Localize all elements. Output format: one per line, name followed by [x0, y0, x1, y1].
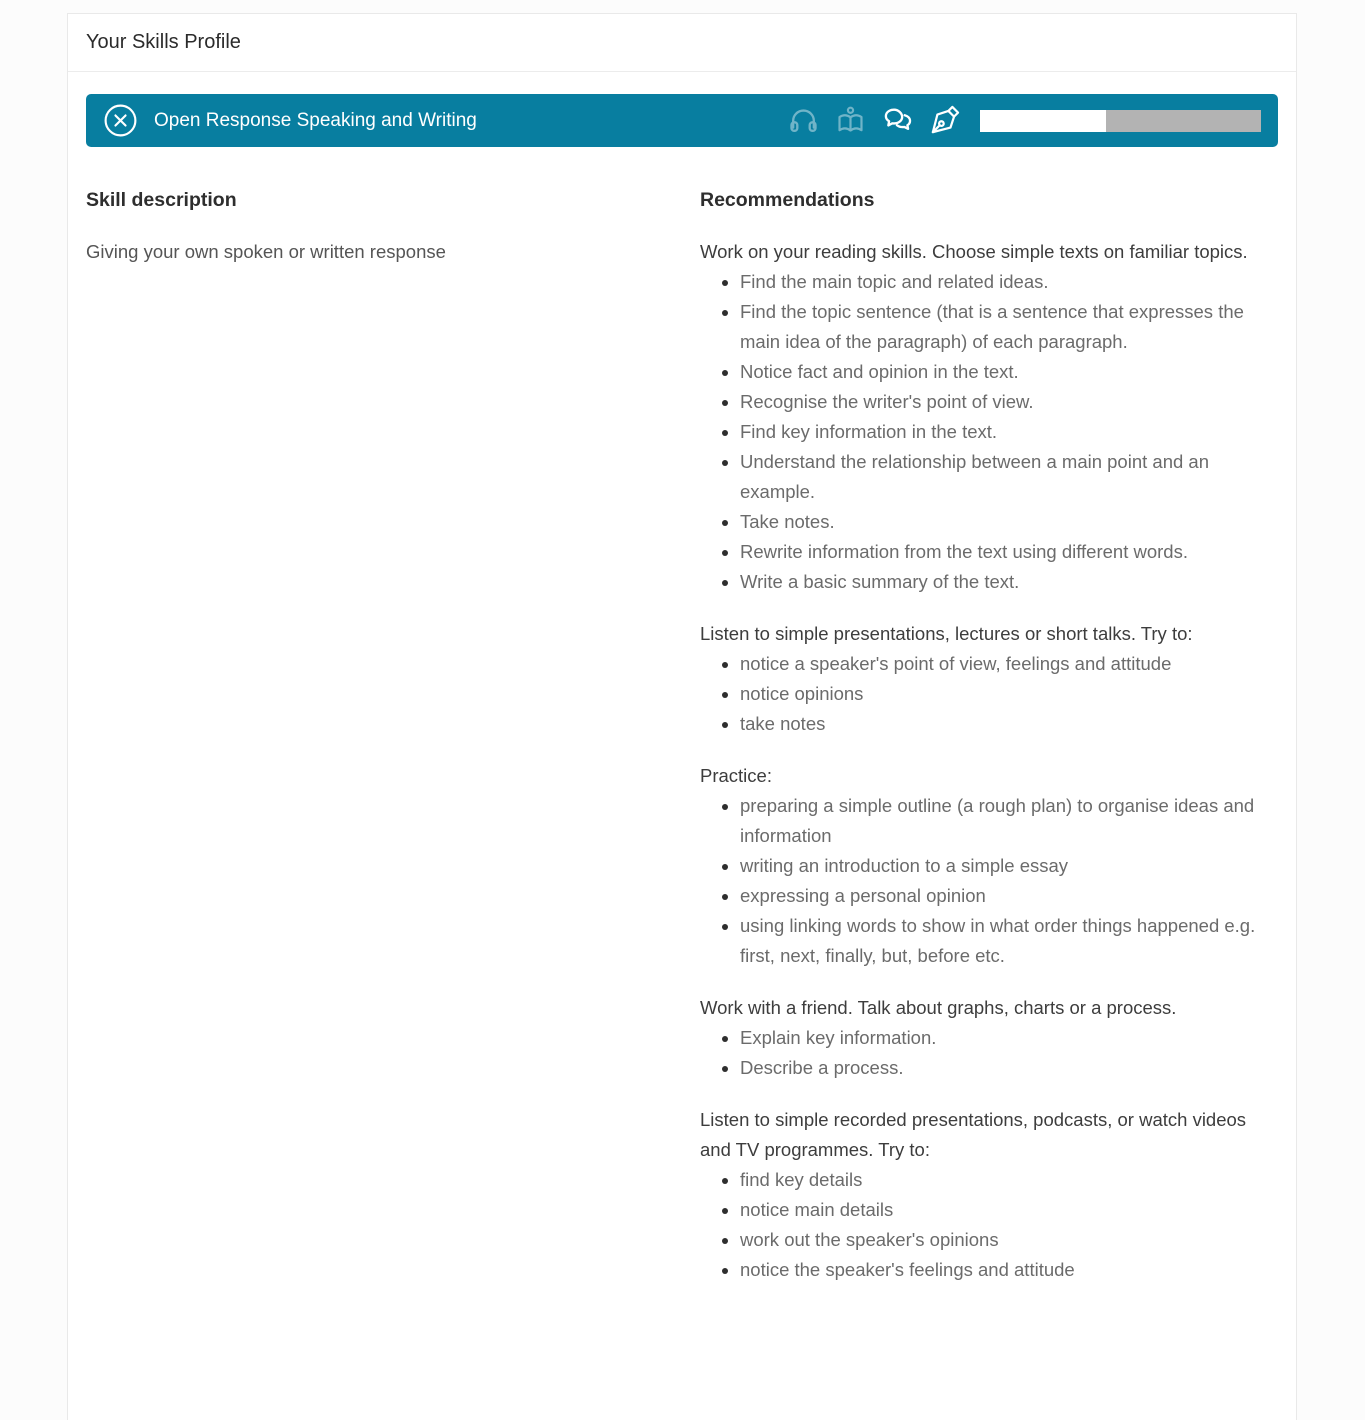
progress-bar	[980, 110, 1261, 132]
recommendation-list	[700, 1023, 1278, 1083]
speech-bubbles-icon	[882, 105, 913, 136]
close-button[interactable]	[103, 103, 138, 138]
skills-profile-card	[67, 13, 1297, 1420]
recommendation-item: • Find the topic sentence (that is a sentence that expresses the main idea of the paragraph) of each paragraph.	[740, 297, 1278, 357]
recommendation-list	[700, 791, 1278, 971]
recommendation-intro: Listen to simple presentations, lectures or short talks. Try to:	[700, 623, 1193, 644]
recommendation-intro: Practice:	[700, 765, 772, 786]
recommendations-column	[700, 185, 1278, 1307]
recommendation-item: • Find key information in the text.	[740, 417, 1278, 447]
skill-description-heading: Skill description	[86, 189, 237, 211]
recommendation-item: • using linking words to show in what order things happened e.g. first, next, finally, but, before etc.	[740, 911, 1278, 971]
recommendation-section	[700, 761, 1278, 971]
headphones-icon	[788, 105, 819, 136]
pen-icon	[929, 105, 960, 136]
recommendation-section	[700, 993, 1278, 1083]
recommendation-item: • notice the speaker's feelings and attitude	[740, 1255, 1278, 1285]
skill-type-icons	[788, 105, 960, 136]
close-icon	[103, 103, 138, 138]
progress-fill	[980, 110, 1106, 132]
recommendation-item: • take notes	[740, 709, 1278, 739]
recommendation-item: • writing an introduction to a simple essay	[740, 851, 1278, 881]
skill-title: Open Response Speaking and Writing	[154, 109, 477, 131]
recommendation-intro: Work on your reading skills. Choose simple texts on familiar topics.	[700, 241, 1248, 262]
recommendation-item: • notice a speaker's point of view, feelings and attitude	[740, 649, 1278, 679]
skill-header-bar	[86, 94, 1278, 147]
recommendation-item: • find key details	[740, 1165, 1278, 1195]
recommendation-item: • Recognise the writer's point of view.	[740, 387, 1278, 417]
recommendation-item: • work out the speaker's opinions	[740, 1225, 1278, 1255]
recommendation-item: • Take notes.	[740, 507, 1278, 537]
recommendation-item: • Describe a process.	[740, 1053, 1278, 1083]
recommendation-item: • expressing a personal opinion	[740, 881, 1278, 911]
recommendation-item: • Understand the relationship between a main point and an example.	[740, 447, 1278, 507]
content-columns	[68, 147, 1296, 1307]
recommendation-intro: Work with a friend. Talk about graphs, charts or a process.	[700, 997, 1177, 1018]
recommendations-heading: Recommendations	[700, 189, 875, 211]
recommendation-item: • preparing a simple outline (a rough plan) to organise ideas and information	[740, 791, 1278, 851]
recommendation-item: • Rewrite information from the text using different words.	[740, 537, 1278, 567]
recommendation-item: • notice main details	[740, 1195, 1278, 1225]
recommendation-section	[700, 237, 1278, 597]
skill-description-column	[86, 185, 664, 1307]
card-header	[68, 14, 1296, 72]
recommendation-section	[700, 1105, 1278, 1285]
recommendation-intro: Listen to simple recorded presentations, podcasts, or watch videos and TV programmes. Try to:	[700, 1109, 1247, 1160]
recommendation-item: • Explain key information.	[740, 1023, 1278, 1053]
recommendation-list	[700, 649, 1278, 739]
recommendation-list	[700, 267, 1278, 597]
recommendation-item: • Write a basic summary of the text.	[740, 567, 1278, 597]
recommendation-section	[700, 619, 1278, 739]
skill-description-text: Giving your own spoken or written response	[86, 241, 446, 262]
recommendation-list	[700, 1165, 1278, 1285]
recommendation-item: • Find the main topic and related ideas.	[740, 267, 1278, 297]
recommendation-item: • notice opinions	[740, 679, 1278, 709]
reading-icon	[835, 105, 866, 136]
recommendation-item: • Notice fact and opinion in the text.	[740, 357, 1278, 387]
recommendations-sections	[700, 237, 1278, 1285]
page-title: Your Skills Profile	[86, 31, 241, 53]
